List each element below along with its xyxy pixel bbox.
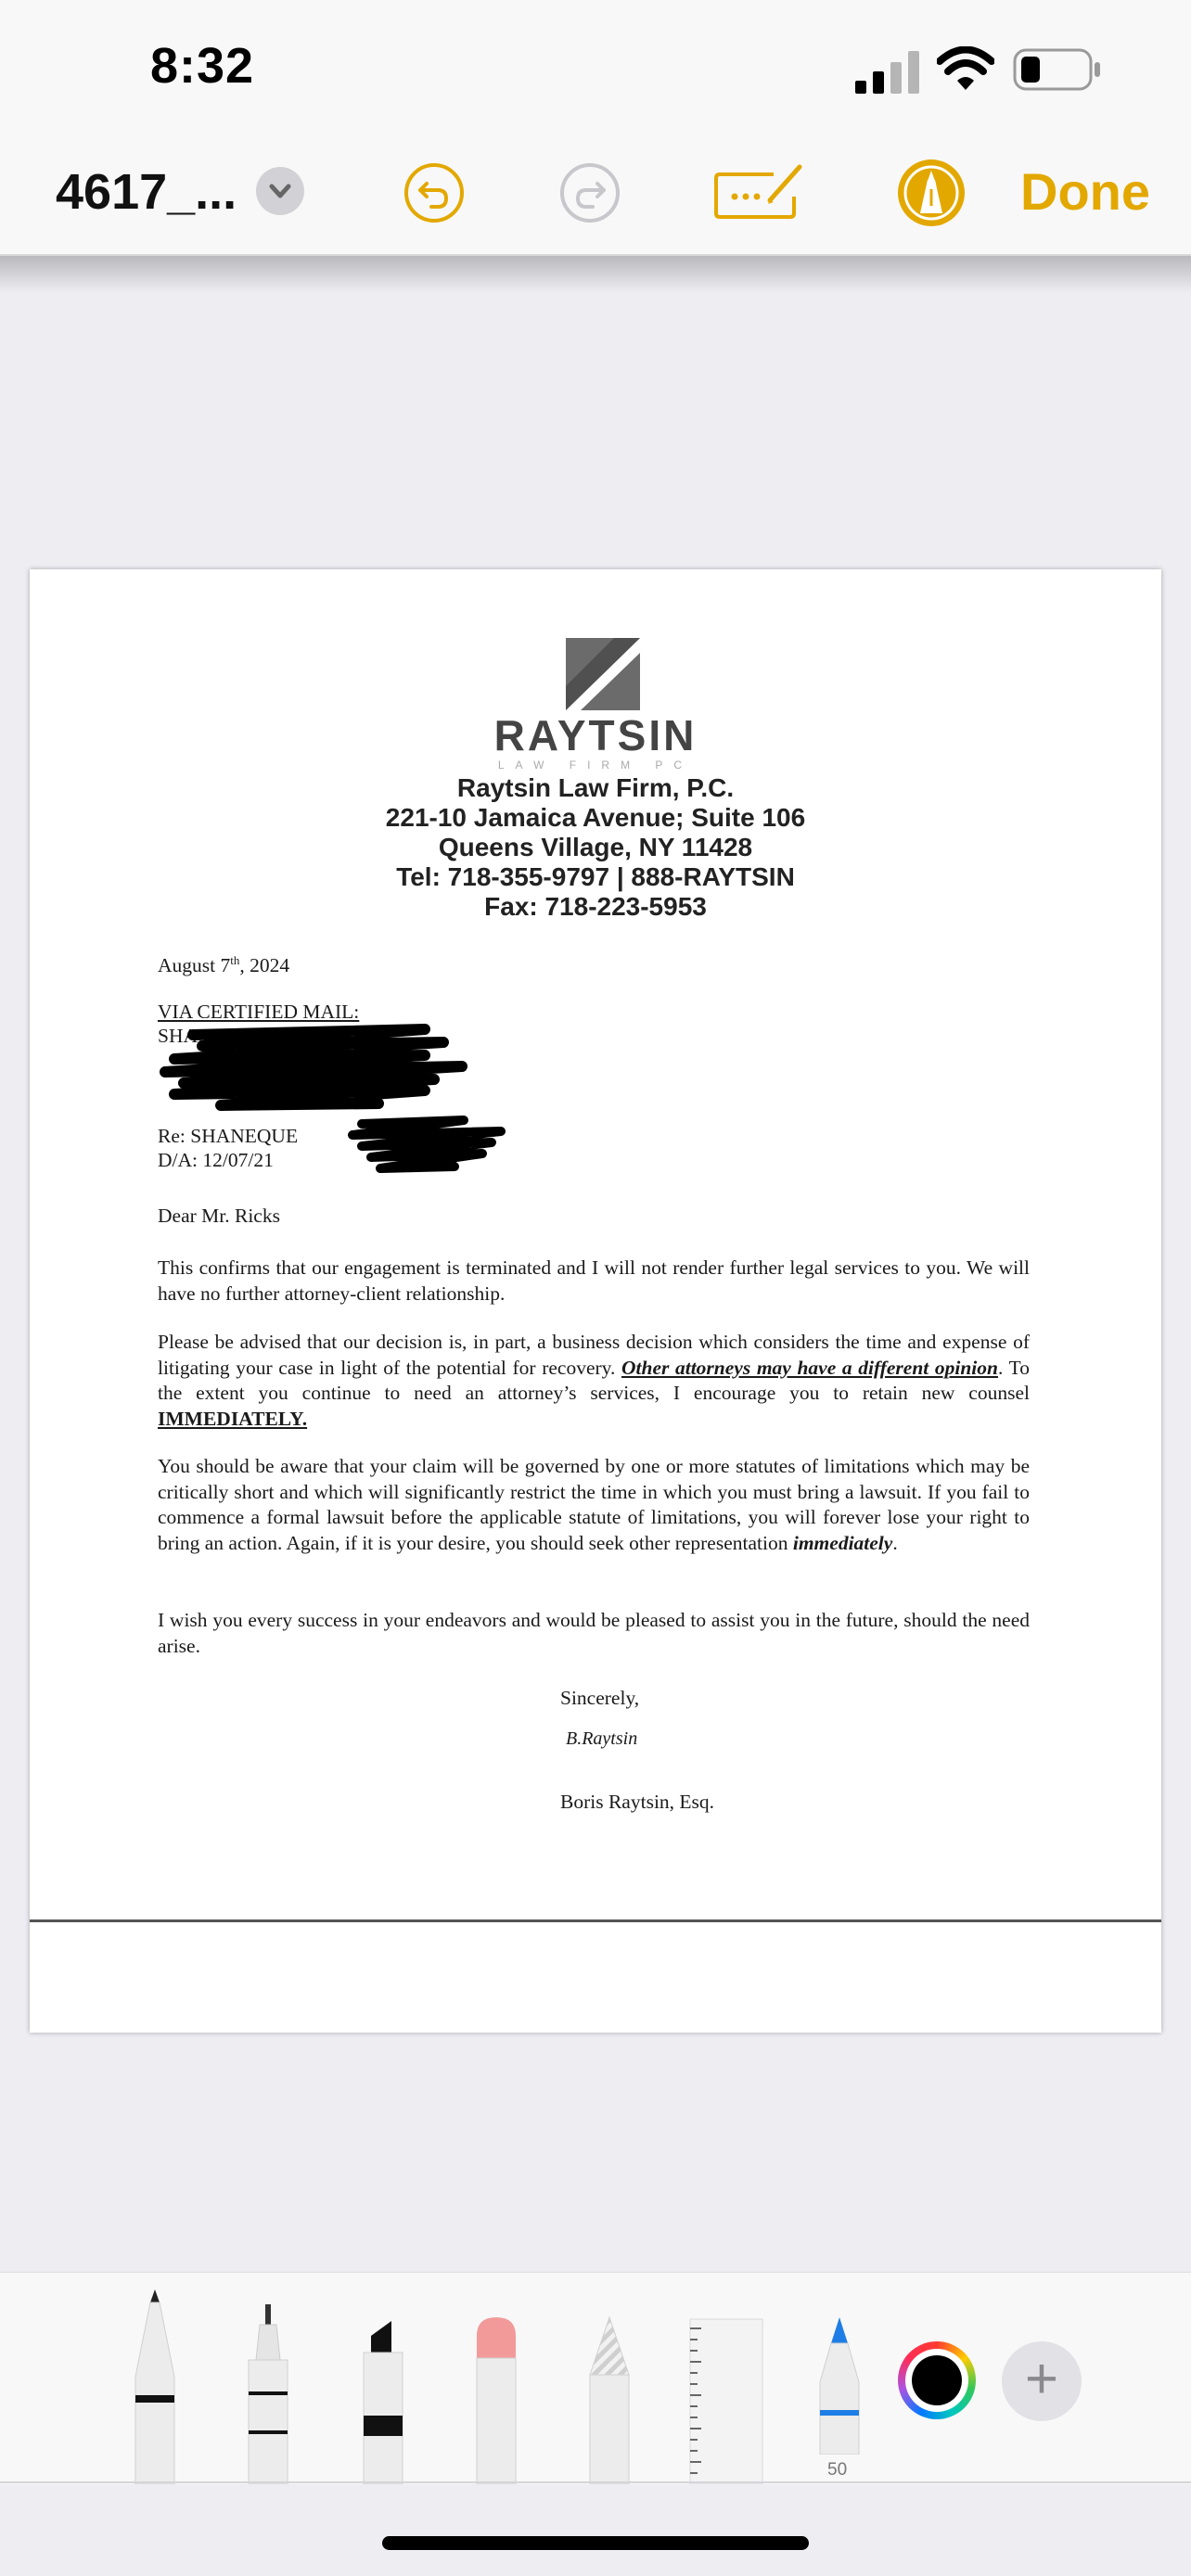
paragraph-closing-wish: I wish you every success in your endeavors and would be pleased to assist you in the future, should the need arise. <box>158 1609 1030 1657</box>
signature: B.Raytsin <box>566 1728 638 1749</box>
palette-bottom-divider <box>0 2481 1191 2483</box>
markup-pen-icon[interactable] <box>896 158 967 228</box>
ruler-tool-icon[interactable] <box>688 2317 764 2484</box>
raytsin-logo-icon <box>566 638 640 710</box>
markup-toolbar <box>0 139 1191 256</box>
brand-subtitle: LAW FIRM PC <box>497 759 694 772</box>
add-tool-button[interactable]: + <box>1002 2341 1082 2421</box>
toolbar-shadow <box>0 256 1191 293</box>
firm-fax: Fax: 718-223-5953 <box>484 892 707 921</box>
paragraph-statute-limitations: You should be aware that your claim will be governed by one or more statutes of limitations which may be critically short and which will significantly restrict the time in which you must bring a lawsuit. If you fail to commence a formal lawsuit before the applicable statute of limitations, you will forever lose your right to bring an action. Again, if it is your desire, you should seek other representation immediately. <box>158 1455 1030 1554</box>
document-page[interactable] <box>30 569 1161 2033</box>
re-line: Re: SHANEQUE <box>158 1125 299 1147</box>
home-indicator[interactable] <box>382 2536 809 2550</box>
delivery-method: VIA CERTIFIED MAIL: <box>158 1001 360 1023</box>
firm-tel: Tel: 718-355-9797 | 888-RAYTSIN <box>396 862 795 891</box>
pencil-size-label: 50 <box>827 2460 848 2480</box>
brand-name: RAYTSIN <box>493 711 698 759</box>
signature-icon[interactable] <box>714 159 805 224</box>
tool-palette <box>0 2272 1191 2484</box>
battery-icon <box>1013 48 1102 91</box>
firm-city: Queens Village, NY 11428 <box>438 833 753 861</box>
eraser-tool-icon[interactable] <box>471 2317 521 2484</box>
page-divider <box>30 1919 1161 1922</box>
redaction-scribble-name <box>334 1111 519 1185</box>
wifi-icon <box>937 46 994 93</box>
recipient-name: SHANEQUE <box>158 1025 265 1047</box>
lasso-tool-icon[interactable] <box>584 2315 634 2484</box>
color-picker-button[interactable] <box>898 2341 976 2419</box>
status-time: 8:32 <box>150 38 255 94</box>
firm-name: Raytsin Law Firm, P.C. <box>456 773 735 802</box>
redo-icon[interactable] <box>558 161 621 224</box>
letter-date: August 7th, 2024 <box>158 953 290 977</box>
current-color-swatch <box>912 2355 962 2405</box>
document-title[interactable]: 4617_... <box>56 164 237 220</box>
done-button[interactable]: Done <box>1020 162 1150 221</box>
chevron-down-icon[interactable] <box>256 167 304 215</box>
cellular-signal-icon <box>855 51 922 94</box>
pen-tool-icon[interactable] <box>130 2288 180 2484</box>
paragraph-business-decision: Please be advised that our decision is, in part, a business decision which considers the time and expense of litigating your case in light of the potential for recovery. Other attorneys may have a different opinion. To the extent you continue to need an attorney’s services, I encourage you to retain new counsel IMMEDIATELY. <box>158 1331 1030 1430</box>
marker-tool-icon[interactable] <box>358 2315 408 2484</box>
firm-address: 221-10 Jamaica Avenue; Suite 106 <box>385 803 806 832</box>
pencil-tool-icon[interactable] <box>814 2315 864 2455</box>
salutation: Dear Mr. Ricks <box>158 1205 280 1227</box>
redaction-scribble-address <box>147 1018 499 1120</box>
paragraph-termination: This confirms that our engagement is terminated and I will not render further legal services to you. We will have no further attorney-client relationship. <box>158 1256 1030 1305</box>
status-bar <box>0 0 1191 139</box>
undo-icon[interactable] <box>403 161 466 224</box>
monoline-tool-icon[interactable] <box>243 2304 293 2484</box>
closing: Sincerely, <box>560 1687 640 1709</box>
date-of-accident: D/A: 12/07/21 <box>158 1149 274 1171</box>
signer-name: Boris Raytsin, Esq. <box>560 1791 715 1813</box>
